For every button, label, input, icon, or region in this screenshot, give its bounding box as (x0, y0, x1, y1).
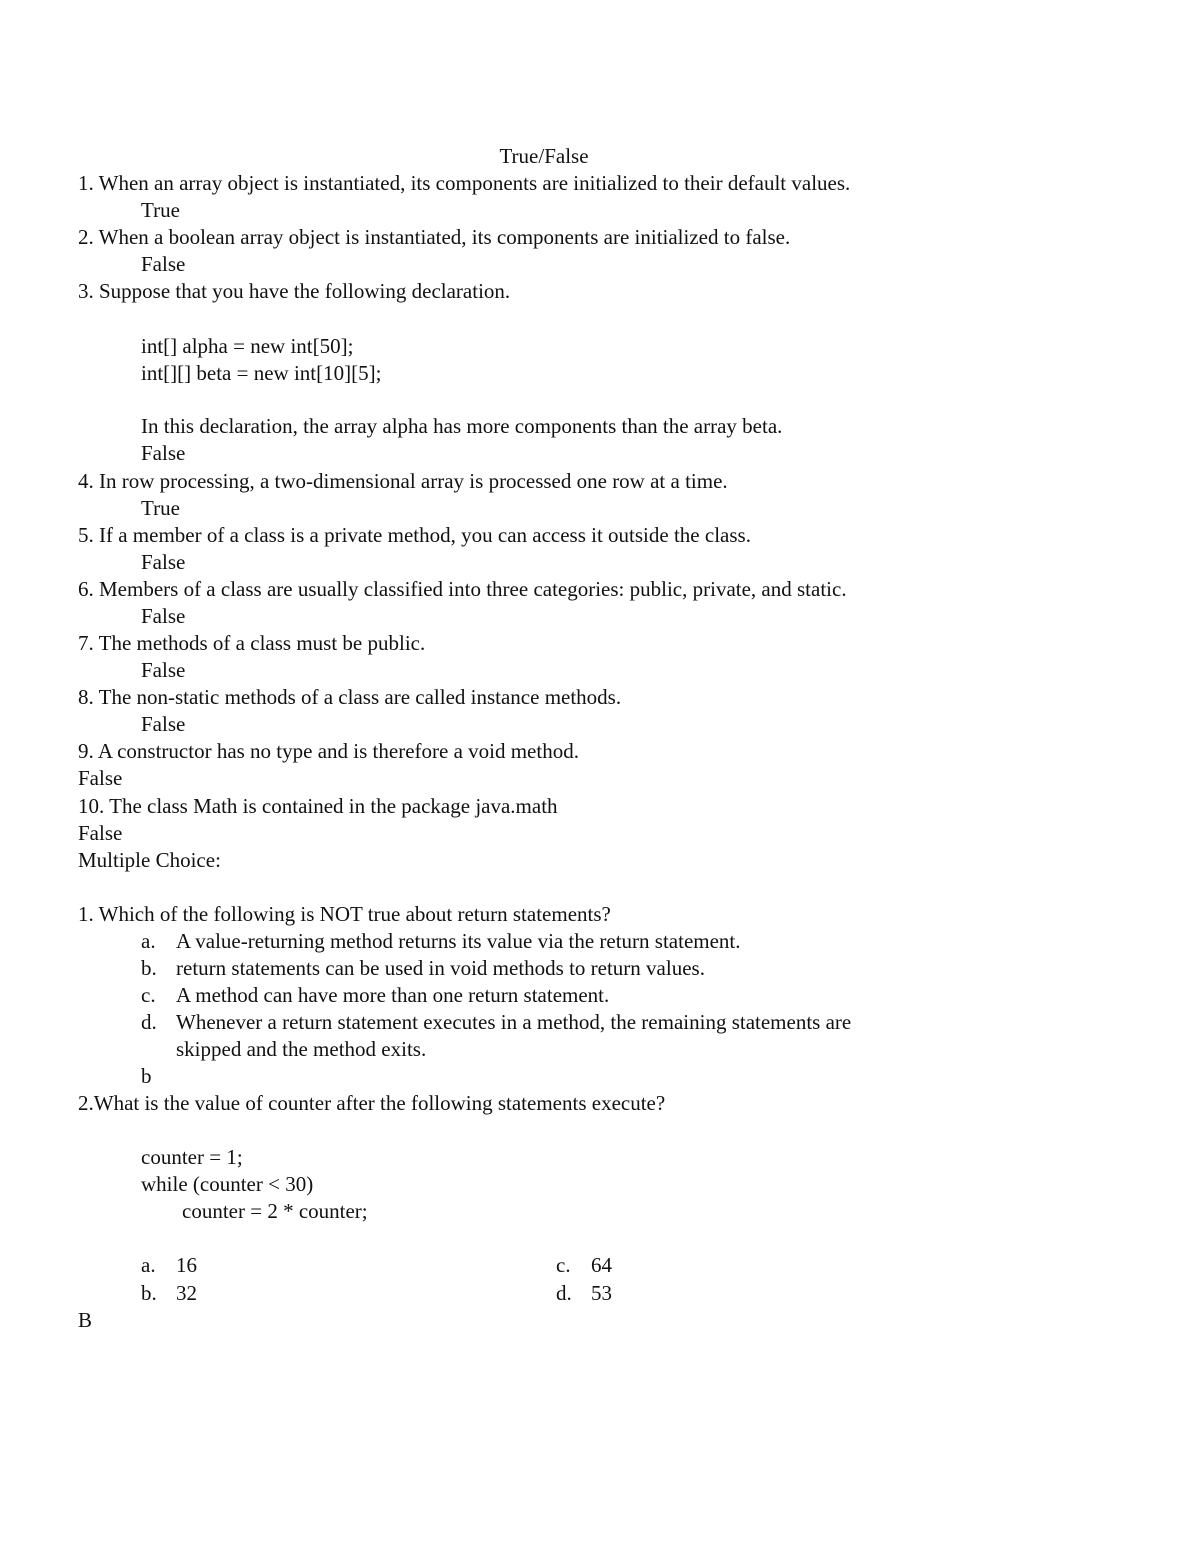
mc-question-2: 2.What is the value of counter after the following statements execute? (78, 1091, 666, 1115)
mc1-option-c-letter: c. (141, 983, 156, 1007)
tf-question-8: 8. The non-static methods of a class are called instance methods. (78, 685, 622, 709)
tf-question-3: 3. Suppose that you have the following declaration. (78, 279, 511, 303)
section-title-true-false: True/False (499, 144, 589, 168)
tf-question-10: 10. The class Math is contained in the package java.math (78, 794, 558, 818)
tf-statement-3: In this declaration, the array alpha has more components than the array beta. (141, 414, 783, 438)
mc2-code-line-3: counter = 2 * counter; (182, 1199, 368, 1223)
section-title-multiple-choice: Multiple Choice: (78, 848, 221, 872)
mc2-option-b-letter: b. (141, 1281, 157, 1305)
mc2-option-c-text: 64 (591, 1253, 612, 1277)
tf-answer-2: False (141, 252, 186, 276)
tf-answer-1: True (141, 198, 180, 222)
mc2-option-d-text: 53 (591, 1281, 612, 1305)
mc-answer-1: b (141, 1064, 152, 1088)
mc2-option-b-text: 32 (176, 1281, 197, 1305)
tf-answer-8: False (141, 712, 186, 736)
mc2-code-line-2: while (counter < 30) (141, 1172, 314, 1196)
mc1-option-d-letter: d. (141, 1010, 157, 1034)
tf-question-2: 2. When a boolean array object is instantiated, its components are initialized to false. (78, 225, 791, 249)
mc2-option-a-letter: a. (141, 1253, 156, 1277)
mc1-option-d-text: Whenever a return statement executes in a method, the remaining statements are (176, 1010, 852, 1034)
tf-answer-6: False (141, 604, 186, 628)
tf-question-9: 9. A constructor has no type and is therefore a void method. (78, 739, 579, 763)
tf-code-line-1: int[] alpha = new int[50]; (141, 334, 354, 358)
tf-question-4: 4. In row processing, a two-dimensional array is processed one row at a time. (78, 469, 728, 493)
tf-question-1: 1. When an array object is instantiated, its components are initialized to their default values. (78, 171, 851, 195)
tf-answer-3: False (141, 441, 186, 465)
tf-answer-7: False (141, 658, 186, 682)
tf-answer-9: False (78, 766, 123, 790)
mc1-option-b-letter: b. (141, 956, 157, 980)
mc1-option-a-text: A value-returning method returns its value via the return statement. (176, 929, 741, 953)
tf-answer-10: False (78, 821, 123, 845)
mc2-option-a-text: 16 (176, 1253, 197, 1277)
tf-question-6: 6. Members of a class are usually classified into three categories: public, private, and static. (78, 577, 847, 601)
mc1-option-a-letter: a. (141, 929, 156, 953)
tf-answer-5: False (141, 550, 186, 574)
mc1-option-c-text: A method can have more than one return statement. (176, 983, 610, 1007)
mc1-option-d-text-continued: skipped and the method exits. (176, 1037, 427, 1061)
mc2-code-line-1: counter = 1; (141, 1145, 243, 1169)
mc2-option-c-letter: c. (556, 1253, 571, 1277)
mc-answer-2: B (78, 1308, 93, 1332)
mc1-option-b-text: return statements can be used in void methods to return values. (176, 956, 705, 980)
tf-question-5: 5. If a member of a class is a private method, you can access it outside the class. (78, 523, 751, 547)
tf-code-line-2: int[][] beta = new int[10][5]; (141, 361, 382, 385)
mc2-option-d-letter: d. (556, 1281, 572, 1305)
tf-question-7: 7. The methods of a class must be public. (78, 631, 426, 655)
mc-question-1: 1. Which of the following is NOT true about return statements? (78, 902, 611, 926)
tf-answer-4: True (141, 496, 180, 520)
